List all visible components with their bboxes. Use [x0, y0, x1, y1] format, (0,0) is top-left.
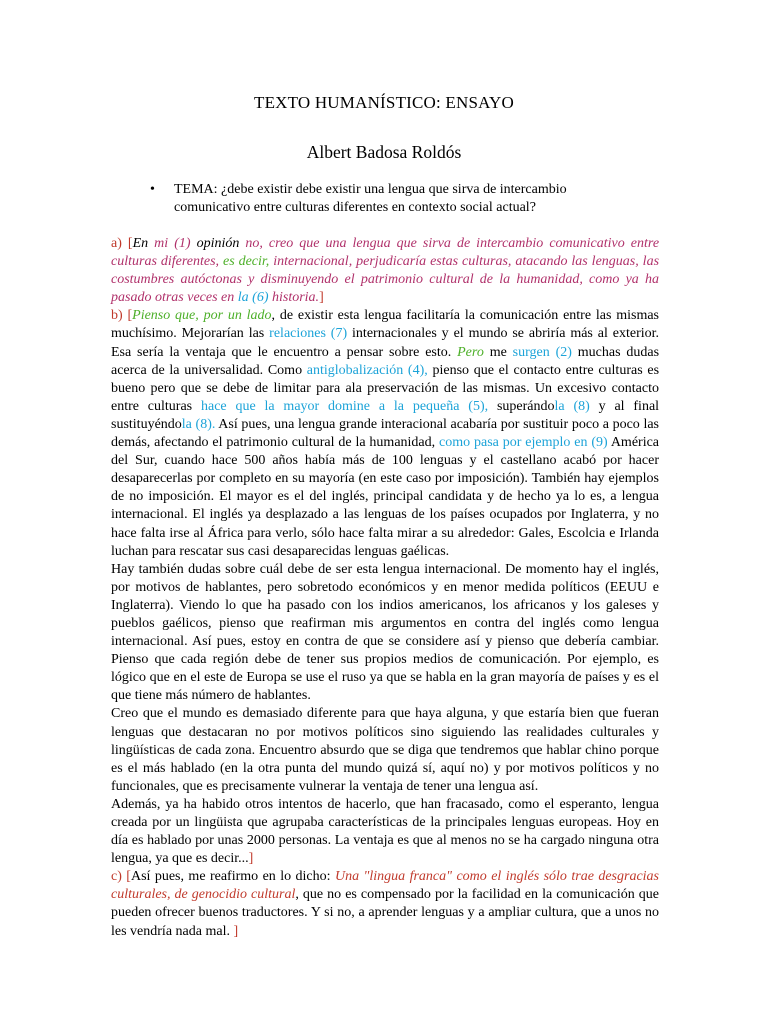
section-b-text-6: y al final sustituyéndo — [111, 398, 660, 432]
section-b-label: b) [ — [111, 308, 133, 324]
section-b-text-8: América del Sur, cuando hace 500 años había más de 100 lenguas y el castellano acabó por hacer desaparecerlas por completo en su mayoría (en este caso por imposición). También hay ejemplos de no imposición. El mayor es el del inglés, principal candidata y de hecho ya lo es, a lengua internacional. El inglés ya desplazado a las lenguas de los países ocupados por Inglaterra, y no hace falta irse al África para verlo, sólo hace falta mirar a su alrededor: Gales, Escolcia e Irlanda luchan para rescatar sus casi desaparecidas lenguas gaélicas. — [111, 435, 660, 559]
section-b-text-5: superándo — [496, 398, 555, 414]
topic-line-2: comunicativo entre culturas diferentes en contexto social actual? — [174, 200, 536, 215]
section-a — [111, 235, 659, 307]
author-name: Albert Badosa Roldós — [306, 142, 462, 162]
topic-line-1: TEMA: ¿debe existir debe existir una lengua que sirva de intercambio — [174, 182, 567, 197]
section-b-la8b: la (8). — [181, 416, 216, 432]
section-b-pero: Pero — [457, 344, 484, 360]
paragraph-4-text: Además, ya ha habido otros intentos de hacerlo, que han fracasado, como el esperanto, lengua creada por un lingüista que agrupaba características de la principales lenguas europeas. Hoy en día es hablado por unas 2000 personas. La ventaja es que al menos no se ha cargado ninguna otra lengua, ya que es decir... — [111, 796, 659, 867]
section-b-como: como pasa por ejemplo en (9) — [439, 435, 608, 451]
section-b-text-7: Así pues, una lengua grande interacional acabaría por sustituir poco a poco las demás, afectando el patrimonio cultural de la humanidad, — [111, 416, 660, 451]
section-c-label: c) [ — [111, 869, 131, 885]
section-b-text-1: , de existir esta lengua facilitaría la comunicación entre las mismas muchísimo. Mejorarían las — [111, 308, 660, 342]
section-a-la6: la (6) — [237, 290, 269, 306]
section-a-en: En — [132, 236, 149, 251]
section-b-text-4: pienso que el contacto entre culturas es bueno pero que se debe de limitar para ala preservación de las mismas. Un excesivo contacto entre culturas — [111, 362, 660, 414]
paragraph-4 — [111, 796, 659, 868]
section-c-close: ] — [233, 923, 239, 939]
section-c — [111, 868, 659, 940]
section-a-opinion: opinión — [196, 236, 240, 251]
paragraph-2: Hay también dudas sobre cuál debe de ser esta lengua internacional. De momento hay el inglés, por motivos de hablantes, pero sobretodo económicos y en menor medida políticos (EEUU e Inglaterra). Viendo lo que ha pasado con los indios americanos, los africanos y los galeses y pueblos gaélicos, pienso que reafirman mis argumentos en contra del inglés como lengua internacional. Así pues, estoy en contra de que se considere así y pienso que debería cambiar. Pienso que cada región debe de tener sus propios medios de comunicación. Por ejemplo, es lógico que en el este de Europa se use el ruso ya que se habla en la gran mayoría de países y es el que tiene más número de hablantes. — [111, 561, 659, 704]
section-b-la8a: la (8) — [554, 398, 590, 414]
section-b-antiglob: antiglobalización (4), — [306, 362, 428, 378]
section-b-surgen: surgen (2) — [512, 344, 572, 360]
section-b — [111, 307, 659, 560]
section-c-text-2: , que no es compensado por la facilidad en la comunicación que pueden ofrecer buenos traductores. Y si no, a aprender lenguas y a ampliar cultura, que a unos no les vendría nada mal. — [111, 887, 659, 939]
section-a-mi: mi (1) — [154, 236, 191, 251]
essay-body — [111, 235, 659, 941]
section-a-text-1: no, creo que una lengua que sirva de intercambio comunicativo entre culturas diferentes, — [111, 236, 660, 270]
section-a-text-2: internacional, perjudicaría estas culturas, atacando las lenguas, las costumbres autóctonas y disminuyendo el patrimonio cultural de la humanidad, como ya ha pasado otras veces en — [111, 254, 660, 306]
section-b-hace: hace que la mayor domine a la pequeña (5), — [200, 398, 489, 414]
section-a-close: ] — [319, 290, 324, 306]
section-b-pienso: Pienso que, por un lado — [132, 308, 272, 324]
section-a-label: a) [ — [111, 236, 133, 251]
section-b-relaciones: relaciones (7) — [269, 326, 348, 342]
section-b-me: me — [489, 344, 507, 360]
document-title: TEXTO HUMANÍSTICO: ENSAYO — [253, 93, 514, 112]
section-a-historia: historia. — [271, 290, 320, 306]
section-c-quote: Una "lingua franca" como el inglés sólo trae desgracias culturales, de genocidio cultural — [111, 869, 659, 903]
section-a-es-decir: es decir, — [222, 254, 270, 270]
paragraph-3: Creo que el mundo es demasiado diferente para que haya alguna, y que estaría bien que fueran lenguas que destacaran no por motivos políticos sino siguiendo las realidades culturales y lingüísticas de cada zona. Encuentro absurdo que se diga que tendremos que hablar chino porque es el más hablado (en la otra punta del mundo quizá sí, aquí no) y por motivos políticos y no funcionales, que es precisamente vulnerar la ventaja de tener una lengua así. — [111, 706, 659, 794]
bullet-icon: • — [150, 182, 155, 197]
topic-text — [174, 181, 594, 217]
section-b-close: ] — [248, 851, 254, 867]
section-b-text-3: muchas dudas acerca de la universalidad. Como — [111, 344, 660, 378]
section-b-text-2: internacionales y el mundo se abriría más al exterior. Esa sería la ventaja que le encuentro a pensar sobre esto. — [111, 326, 660, 360]
section-c-text-1: Así pues, me reafirmo en lo dicho: — [130, 869, 331, 885]
